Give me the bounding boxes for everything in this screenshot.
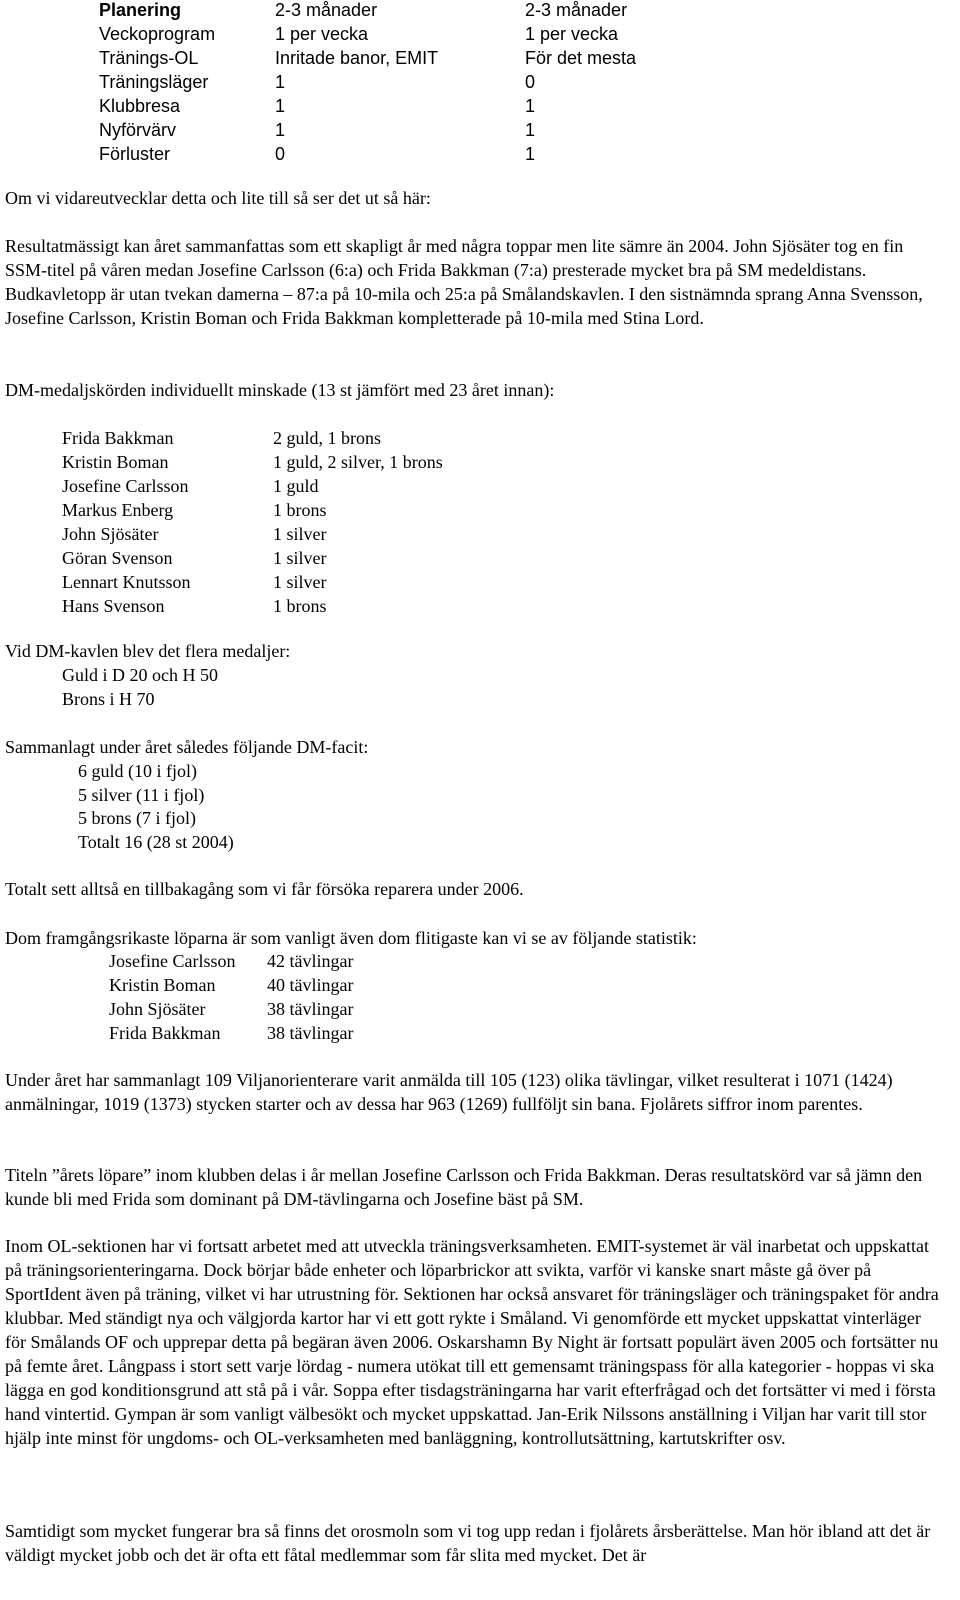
stats-row-name: John Sjösäter <box>109 999 206 1019</box>
dm-medal-row-name: Kristin Boman <box>62 452 169 472</box>
facit-line: 6 guld (10 i fjol) <box>78 761 197 781</box>
plan-row-value-a: 1 <box>275 96 286 116</box>
plan-row-value-b: 1 <box>525 96 536 116</box>
dm-medal-row-medals: 2 guld, 1 brons <box>273 428 381 448</box>
plan-row-value-b: 1 <box>525 144 536 164</box>
dm-medal-row-name: Markus Enberg <box>62 500 174 520</box>
plan-row-label: Förluster <box>99 144 171 164</box>
plan-row-value-a: 2-3 månader <box>275 0 378 20</box>
plan-row <box>99 22 725 46</box>
decline-text: Totalt sett alltså en tillbakagång som vi får försöka reparera under 2006. <box>5 879 524 899</box>
intro-text: Om vi vidareutvecklar detta och lite till så ser det ut så här: <box>5 188 431 208</box>
planning-table <box>99 0 725 166</box>
dm-medal-row-medals: 1 guld, 2 silver, 1 brons <box>273 452 443 472</box>
stats-row-name: Kristin Boman <box>109 975 216 995</box>
dm-medal-row <box>62 546 533 570</box>
dm-medal-table <box>62 426 533 618</box>
runner-of-year-paragraph: Titeln ”årets löpare” inom klubben delas i år mellan Josefine Carlsson och Frida Bakkman. Deras resultatskörd var så jämn den kunde bli med Frida som dominant på DM-tävlingarna och Josefine bäst på SM. <box>5 1165 923 1209</box>
dm-medal-row-name: Frida Bakkman <box>62 428 174 448</box>
dm-medal-row <box>62 474 533 498</box>
plan-row <box>99 46 725 70</box>
plan-row-label: Tränings-OL <box>99 48 199 68</box>
plan-row <box>99 94 725 118</box>
plan-row-label: Veckoprogram <box>99 24 216 44</box>
dm-medal-row-medals: 1 brons <box>273 596 327 616</box>
stats-row <box>109 997 407 1021</box>
facit-heading: Sammanlagt under året således följande DM-facit: <box>5 737 369 757</box>
relay-line: Guld i D 20 och H 50 <box>62 665 218 685</box>
dm-medal-row <box>62 426 533 450</box>
plan-row-label: Planering <box>99 0 182 20</box>
facit-line: 5 silver (11 i fjol) <box>78 785 205 805</box>
stats-row-count: 42 tävlingar <box>267 951 354 971</box>
dm-medal-row-medals: 1 guld <box>273 476 319 496</box>
plan-row-value-a: Inritade banor, EMIT <box>275 48 439 68</box>
dm-medal-row-medals: 1 silver <box>273 548 327 568</box>
stats-row-name: Josefine Carlsson <box>109 951 236 971</box>
dm-medal-row-name: Josefine Carlsson <box>62 476 189 496</box>
dm-medal-row-name: Göran Svenson <box>62 548 173 568</box>
plan-row-value-b: 0 <box>525 72 536 92</box>
dm-medal-row <box>62 594 533 618</box>
plan-row <box>99 0 725 22</box>
stats-row <box>109 1021 407 1045</box>
stats-row-name: Frida Bakkman <box>109 1023 221 1043</box>
dm-heading: DM-medaljskörden individuellt minskade (13 st jämfört med 23 året innan): <box>5 380 555 400</box>
dm-medal-row-medals: 1 silver <box>273 524 327 544</box>
facit-line: 5 brons (7 i fjol) <box>78 808 196 828</box>
stats-row-count: 38 tävlingar <box>267 1023 354 1043</box>
closing-paragraph: Samtidigt som mycket fungerar bra så finns det orosmoln som vi tog upp redan i fjolårets årsberättelse. Man hör ibland att det är väldigt mycket jobb och det är ofta ett fåtal medlemmar som får slita med mycket. Det är <box>5 1521 931 1565</box>
plan-row <box>99 70 725 94</box>
relay-line: Brons i H 70 <box>62 689 155 709</box>
summary-paragraph: Resultatmässigt kan året sammanfattas som ett skapligt år med några toppar men lite sämre än 2004. John Sjösäter tog en fin SSM-titel på våren medan Josefine Carlsson (6:a) och Frida Bakkman (7:a) presterade mycket bra på SM medeldistans. Budkavletopp är utan tvekan damerna – 87:a på 10-mila och 25:a på Smålandskavlen. I den sistnämnda sprang Anna Svensson, Josefine Carlsson, Kristin Boman och Frida Bakkman kompletterade på 10-mila med Stina Lord. <box>5 236 923 328</box>
dm-medal-row <box>62 570 533 594</box>
facit-line: Totalt 16 (28 st 2004) <box>78 832 234 852</box>
dm-medal-row-name: John Sjösäter <box>62 524 159 544</box>
dm-medal-row <box>62 522 533 546</box>
dm-medal-row <box>62 498 533 522</box>
plan-row-value-a: 1 per vecka <box>275 24 369 44</box>
participation-paragraph: Under året har sammanlagt 109 Viljanorienterare varit anmälda till 105 (123) olika tävlingar, vilket resulterat i 1071 (1424) anmälningar, 1019 (1373) stycken starter och av dessa har 963 (1269) fullföljt sin bana. Fjolårets siffror inom parentes. <box>5 1070 893 1114</box>
plan-row-label: Nyförvärv <box>99 120 177 140</box>
dm-medal-row <box>62 450 533 474</box>
plan-row-value-b: 1 per vecka <box>525 24 619 44</box>
plan-row-value-a: 1 <box>275 72 286 92</box>
stats-row-count: 40 tävlingar <box>267 975 354 995</box>
dm-medal-row-medals: 1 brons <box>273 500 327 520</box>
stats-row <box>109 973 407 997</box>
plan-row-value-b: För det mesta <box>525 48 637 68</box>
stats-heading: Dom framgångsrikaste löparna är som vanligt även dom flitigaste kan vi se av följande statistik: <box>5 928 697 948</box>
plan-row-label: Träningsläger <box>99 72 209 92</box>
ol-section-paragraph: Inom OL-sektionen har vi fortsatt arbetet med att utveckla träningsverksamheten. EMIT-systemet är väl inarbetat och uppskattat på träningsorienteringarna. Dock börjar både enheter och löparbrickor att svikta, varför vi kanske snart måste gå över på SportIdent även på träning, vilket vi har utrustning för. Sektionen har också ansvaret för träningsläger och träningspaket för andra klubbar. Med ständigt nya och välgjorda kartor har vi ett gott rykte i Småland. Vi genomförde ett mycket uppskattat vinterläger för Smålands OF och upprepar detta på begäran även 2006. Oskarshamn By Night är fortsatt populärt även 2005 och fortsätter nu på femte året. Långpass i stort sett varje lördag - numera utökat till ett gemensamt träningspass för alla kategorier - hoppas vi ska lägga en god konditionsgrund att stå på i vår. Soppa efter tisdagsträningarna har varit efterfrågad och det fortsätter vi med i första hand vintertid. Gympan är som vanligt välbesökt och mycket uppskattad. Jan-Erik Nilssons anställning i Viljan har varit till stor hjälp inte minst för ungdoms- och OL-verksamheten med banläggning, kontrollutsättning, kartutskrifter osv. <box>5 1236 939 1448</box>
plan-row-value-a: 1 <box>275 120 286 140</box>
plan-row-value-a: 0 <box>275 144 286 164</box>
plan-row-label: Klubbresa <box>99 96 181 116</box>
stats-table <box>109 949 407 1045</box>
plan-row <box>99 118 725 142</box>
stats-row <box>109 949 407 973</box>
plan-row <box>99 142 725 166</box>
dm-medal-row-medals: 1 silver <box>273 572 327 592</box>
relay-heading: Vid DM-kavlen blev det flera medaljer: <box>5 641 291 661</box>
dm-medal-row-name: Lennart Knutsson <box>62 572 191 592</box>
plan-row-value-b: 1 <box>525 120 536 140</box>
plan-row-value-b: 2-3 månader <box>525 0 628 20</box>
dm-medal-row-name: Hans Svenson <box>62 596 165 616</box>
stats-row-count: 38 tävlingar <box>267 999 354 1019</box>
